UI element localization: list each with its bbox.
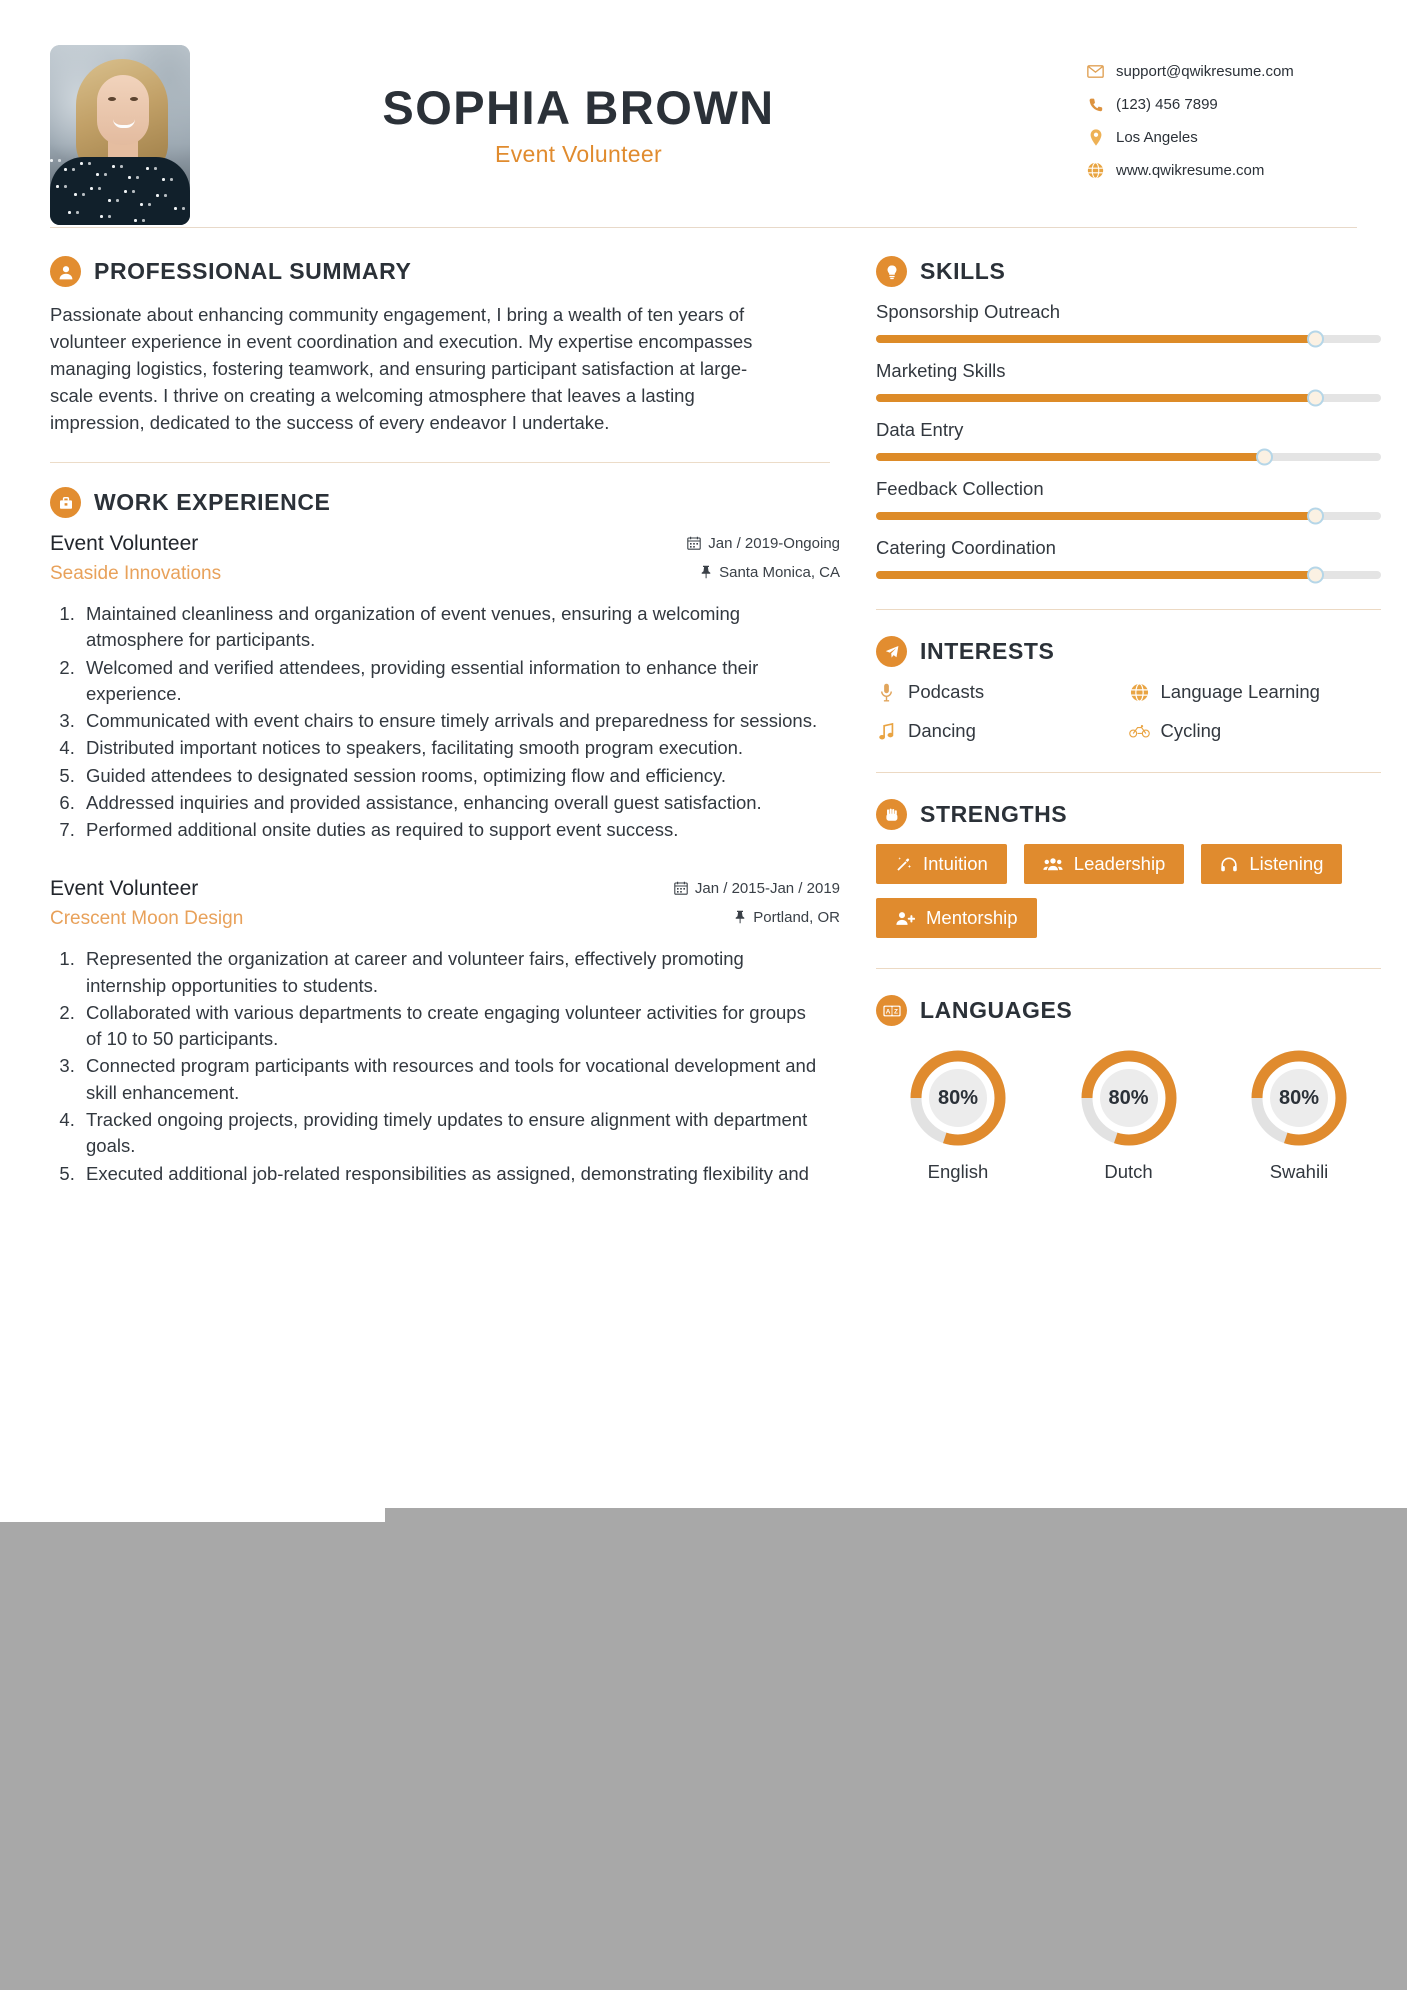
skill-slider-knob[interactable] xyxy=(1307,508,1324,525)
job-dates-text: Jan / 2019-Ongoing xyxy=(708,534,840,552)
section-professional-summary xyxy=(50,256,840,436)
job-company: Seaside Innovations xyxy=(50,563,222,584)
section-title-skills: SKILLS xyxy=(920,258,1006,284)
strength-chip-listening[interactable] xyxy=(1201,844,1342,884)
language-item xyxy=(888,1048,1028,1183)
skill-label: Data Entry xyxy=(876,419,964,440)
skill-slider-fill xyxy=(876,335,1315,343)
language-donut xyxy=(1079,1048,1179,1148)
skill-slider-knob[interactable] xyxy=(1307,331,1324,348)
skill-slider-knob[interactable] xyxy=(1307,567,1324,584)
candidate-name: SOPHIA BROWN xyxy=(382,81,775,134)
strengths-list xyxy=(876,844,1381,938)
language-percent: 80% xyxy=(937,1086,979,1109)
job-location xyxy=(734,909,840,926)
job-location-text: Santa Monica, CA xyxy=(719,563,840,581)
user-circle-icon xyxy=(50,256,81,287)
skill-slider[interactable] xyxy=(876,571,1381,579)
skill-label: Catering Coordination xyxy=(876,537,1056,558)
job-dates xyxy=(674,880,840,897)
skill-item xyxy=(876,301,1381,343)
job-dates xyxy=(687,535,840,552)
skill-slider[interactable] xyxy=(876,512,1381,520)
section-interests xyxy=(876,636,1381,742)
job-location xyxy=(700,564,840,581)
svg-text:Z: Z xyxy=(893,1007,898,1015)
section-strengths xyxy=(876,799,1381,938)
fist-icon xyxy=(876,799,907,830)
map-pin-icon xyxy=(1087,129,1104,146)
page-background-overlay xyxy=(385,1508,1407,1524)
strength-chip-intuition[interactable] xyxy=(876,844,1007,884)
section-heading xyxy=(876,256,1381,287)
right-section-divider xyxy=(876,609,1381,610)
job-location-text: Portland, OR xyxy=(753,908,840,926)
duty-item: 6. Addressed inquiries and provided assistance, enhancing overall guest satisfaction. xyxy=(80,790,820,816)
duty-item: 3. Communicated with event chairs to ensure timely arrivals and preparedness for sessions. xyxy=(80,708,820,734)
contact-phone-text: (123) 456 7899 xyxy=(1116,96,1218,113)
languages-row xyxy=(876,1040,1381,1183)
section-title-summary: PROFESSIONAL SUMMARY xyxy=(94,258,412,284)
section-skills xyxy=(876,256,1381,579)
globe-icon xyxy=(1087,162,1104,179)
job-duties-list xyxy=(50,601,840,843)
right-column xyxy=(876,256,1381,1193)
calendar-icon xyxy=(674,881,688,895)
skill-item xyxy=(876,478,1381,520)
duty-item: 4. Tracked ongoing projects, providing timely updates to ensure alignment with department goals. xyxy=(80,1107,820,1160)
right-section-divider xyxy=(876,772,1381,773)
strength-chip-leadership[interactable] xyxy=(1024,844,1185,884)
section-heading xyxy=(50,487,840,518)
microphone-icon xyxy=(876,682,897,703)
job-duties-list xyxy=(50,946,840,1186)
calendar-icon xyxy=(687,536,701,550)
lightbulb-icon xyxy=(876,256,907,287)
skill-slider[interactable] xyxy=(876,453,1381,461)
left-column xyxy=(50,256,840,1193)
right-section-divider xyxy=(876,968,1381,969)
section-title-strengths: STRENGTHS xyxy=(920,801,1068,827)
interests-grid xyxy=(876,681,1381,742)
language-percent: 80% xyxy=(1278,1086,1320,1109)
skill-item xyxy=(876,537,1381,579)
paper-plane-icon xyxy=(876,636,907,667)
job-entry xyxy=(50,877,840,1186)
briefcase-icon xyxy=(50,487,81,518)
contact-location-text: Los Angeles xyxy=(1116,129,1198,146)
interest-label: Podcasts xyxy=(908,681,985,702)
name-block xyxy=(190,45,1087,168)
contact-email-text: support@qwikresume.com xyxy=(1116,63,1294,80)
skill-slider[interactable] xyxy=(876,335,1381,343)
language-item xyxy=(1059,1048,1199,1183)
skill-label: Feedback Collection xyxy=(876,478,1044,499)
interest-item xyxy=(1129,720,1382,742)
interest-item xyxy=(876,681,1129,703)
interest-label: Language Learning xyxy=(1160,681,1320,702)
language-percent: 80% xyxy=(1108,1086,1149,1109)
contact-email[interactable] xyxy=(1087,55,1357,88)
magic-wand-icon xyxy=(895,856,912,873)
section-heading xyxy=(876,799,1381,830)
skill-item xyxy=(876,360,1381,402)
strength-label: Listening xyxy=(1249,853,1324,874)
job-position: Event Volunteer xyxy=(50,877,199,901)
music-note-icon xyxy=(876,721,897,742)
contact-website-text: www.qwikresume.com xyxy=(1116,162,1265,179)
language-item xyxy=(1229,1048,1369,1183)
globe-icon xyxy=(1129,682,1150,703)
skill-slider-fill xyxy=(876,512,1315,520)
contact-list xyxy=(1087,45,1357,187)
headphones-icon xyxy=(1220,856,1238,873)
skill-slider-knob[interactable] xyxy=(1307,390,1324,407)
strength-label: Leadership xyxy=(1073,853,1166,874)
section-title-languages: LANGUAGES xyxy=(920,997,1073,1023)
left-section-divider xyxy=(50,462,830,463)
language-donut xyxy=(1249,1048,1349,1148)
translate-icon xyxy=(876,995,907,1026)
skill-item xyxy=(876,419,1381,461)
language-name: Swahili xyxy=(1269,1161,1329,1182)
skill-slider[interactable] xyxy=(876,394,1381,402)
pushpin-icon xyxy=(734,910,746,924)
svg-text:A: A xyxy=(885,1007,890,1015)
duty-item: 1. Maintained cleanliness and organization of event venues, ensuring a welcoming atmosphere for participants. xyxy=(80,601,820,654)
duty-item: 3. Connected program participants with resources and tools for vocational development and skill enhancement. xyxy=(80,1053,820,1106)
section-heading xyxy=(876,995,1381,1026)
resume-body xyxy=(50,228,1357,1193)
phone-icon xyxy=(1087,96,1104,113)
interest-item xyxy=(876,720,1129,742)
interest-label: Dancing xyxy=(908,720,976,741)
duty-item: 2. Welcomed and verified attendees, providing essential information to enhance their experience. xyxy=(80,655,820,708)
contact-phone[interactable] xyxy=(1087,88,1357,121)
duty-item: 4. Distributed important notices to speakers, facilitating smooth program execution. xyxy=(80,735,820,761)
skill-slider-knob[interactable] xyxy=(1256,449,1273,466)
skill-slider-fill xyxy=(876,394,1315,402)
language-donut xyxy=(908,1048,1008,1148)
section-title-interests: INTERESTS xyxy=(920,638,1055,664)
users-group-icon xyxy=(1043,856,1063,873)
duty-item: 5. Executed additional job-related responsibilities as assigned, demonstrating flexibility and xyxy=(80,1161,820,1187)
summary-text: Passionate about enhancing community engagement, I bring a wealth of ten years of volunteer experience in event coordination and execution. My expertise encompasses managing logistics, fostering teamwork, and ensuring participant satisfaction at large-scale events. I thrive on creating a welcoming atmosphere that leaves a lasting impression, dedicated to the success of every endeavor I undertake. xyxy=(50,304,753,433)
user-plus-icon xyxy=(895,910,915,927)
duty-item: 5. Guided attendees to designated session rooms, optimizing flow and efficiency. xyxy=(80,763,820,789)
section-languages xyxy=(876,995,1381,1183)
language-name: Dutch xyxy=(1104,1161,1153,1182)
strength-label: Intuition xyxy=(923,853,988,874)
profile-photo xyxy=(50,45,190,225)
contact-website[interactable] xyxy=(1087,154,1357,187)
section-heading xyxy=(50,256,840,287)
language-name: English xyxy=(927,1161,989,1182)
bicycle-icon xyxy=(1129,721,1150,742)
skill-slider-fill xyxy=(876,453,1265,461)
section-title-experience: WORK EXPERIENCE xyxy=(94,489,331,515)
pushpin-icon xyxy=(700,565,712,579)
duty-item: 1. Represented the organization at career and volunteer fairs, effectively promoting internship opportunities to students. xyxy=(80,946,820,999)
envelope-icon xyxy=(1087,63,1104,80)
duty-item: 7. Performed additional onsite duties as required to support event success. xyxy=(80,817,820,843)
strength-label: Mentorship xyxy=(926,907,1018,928)
section-work-experience xyxy=(50,487,840,1187)
job-dates-text: Jan / 2015-Jan / 2019 xyxy=(694,879,840,897)
skill-label: Sponsorship Outreach xyxy=(876,301,1061,322)
interest-label: Cycling xyxy=(1160,720,1222,741)
skill-slider-fill xyxy=(876,571,1315,579)
strength-chip-mentorship[interactable] xyxy=(876,898,1037,938)
candidate-job-title: Event Volunteer xyxy=(495,141,662,168)
job-entry xyxy=(50,532,840,843)
skill-label: Marketing Skills xyxy=(876,360,1006,381)
job-company: Crescent Moon Design xyxy=(50,908,244,930)
duty-item: 2. Collaborated with various departments to create engaging volunteer activities for groups of 10 to 50 participants. xyxy=(80,1000,820,1053)
job-position: Event Volunteer xyxy=(50,532,199,555)
contact-location[interactable] xyxy=(1087,121,1357,154)
resume-header xyxy=(50,0,1357,215)
section-heading xyxy=(876,636,1381,667)
interest-item xyxy=(1129,681,1382,703)
